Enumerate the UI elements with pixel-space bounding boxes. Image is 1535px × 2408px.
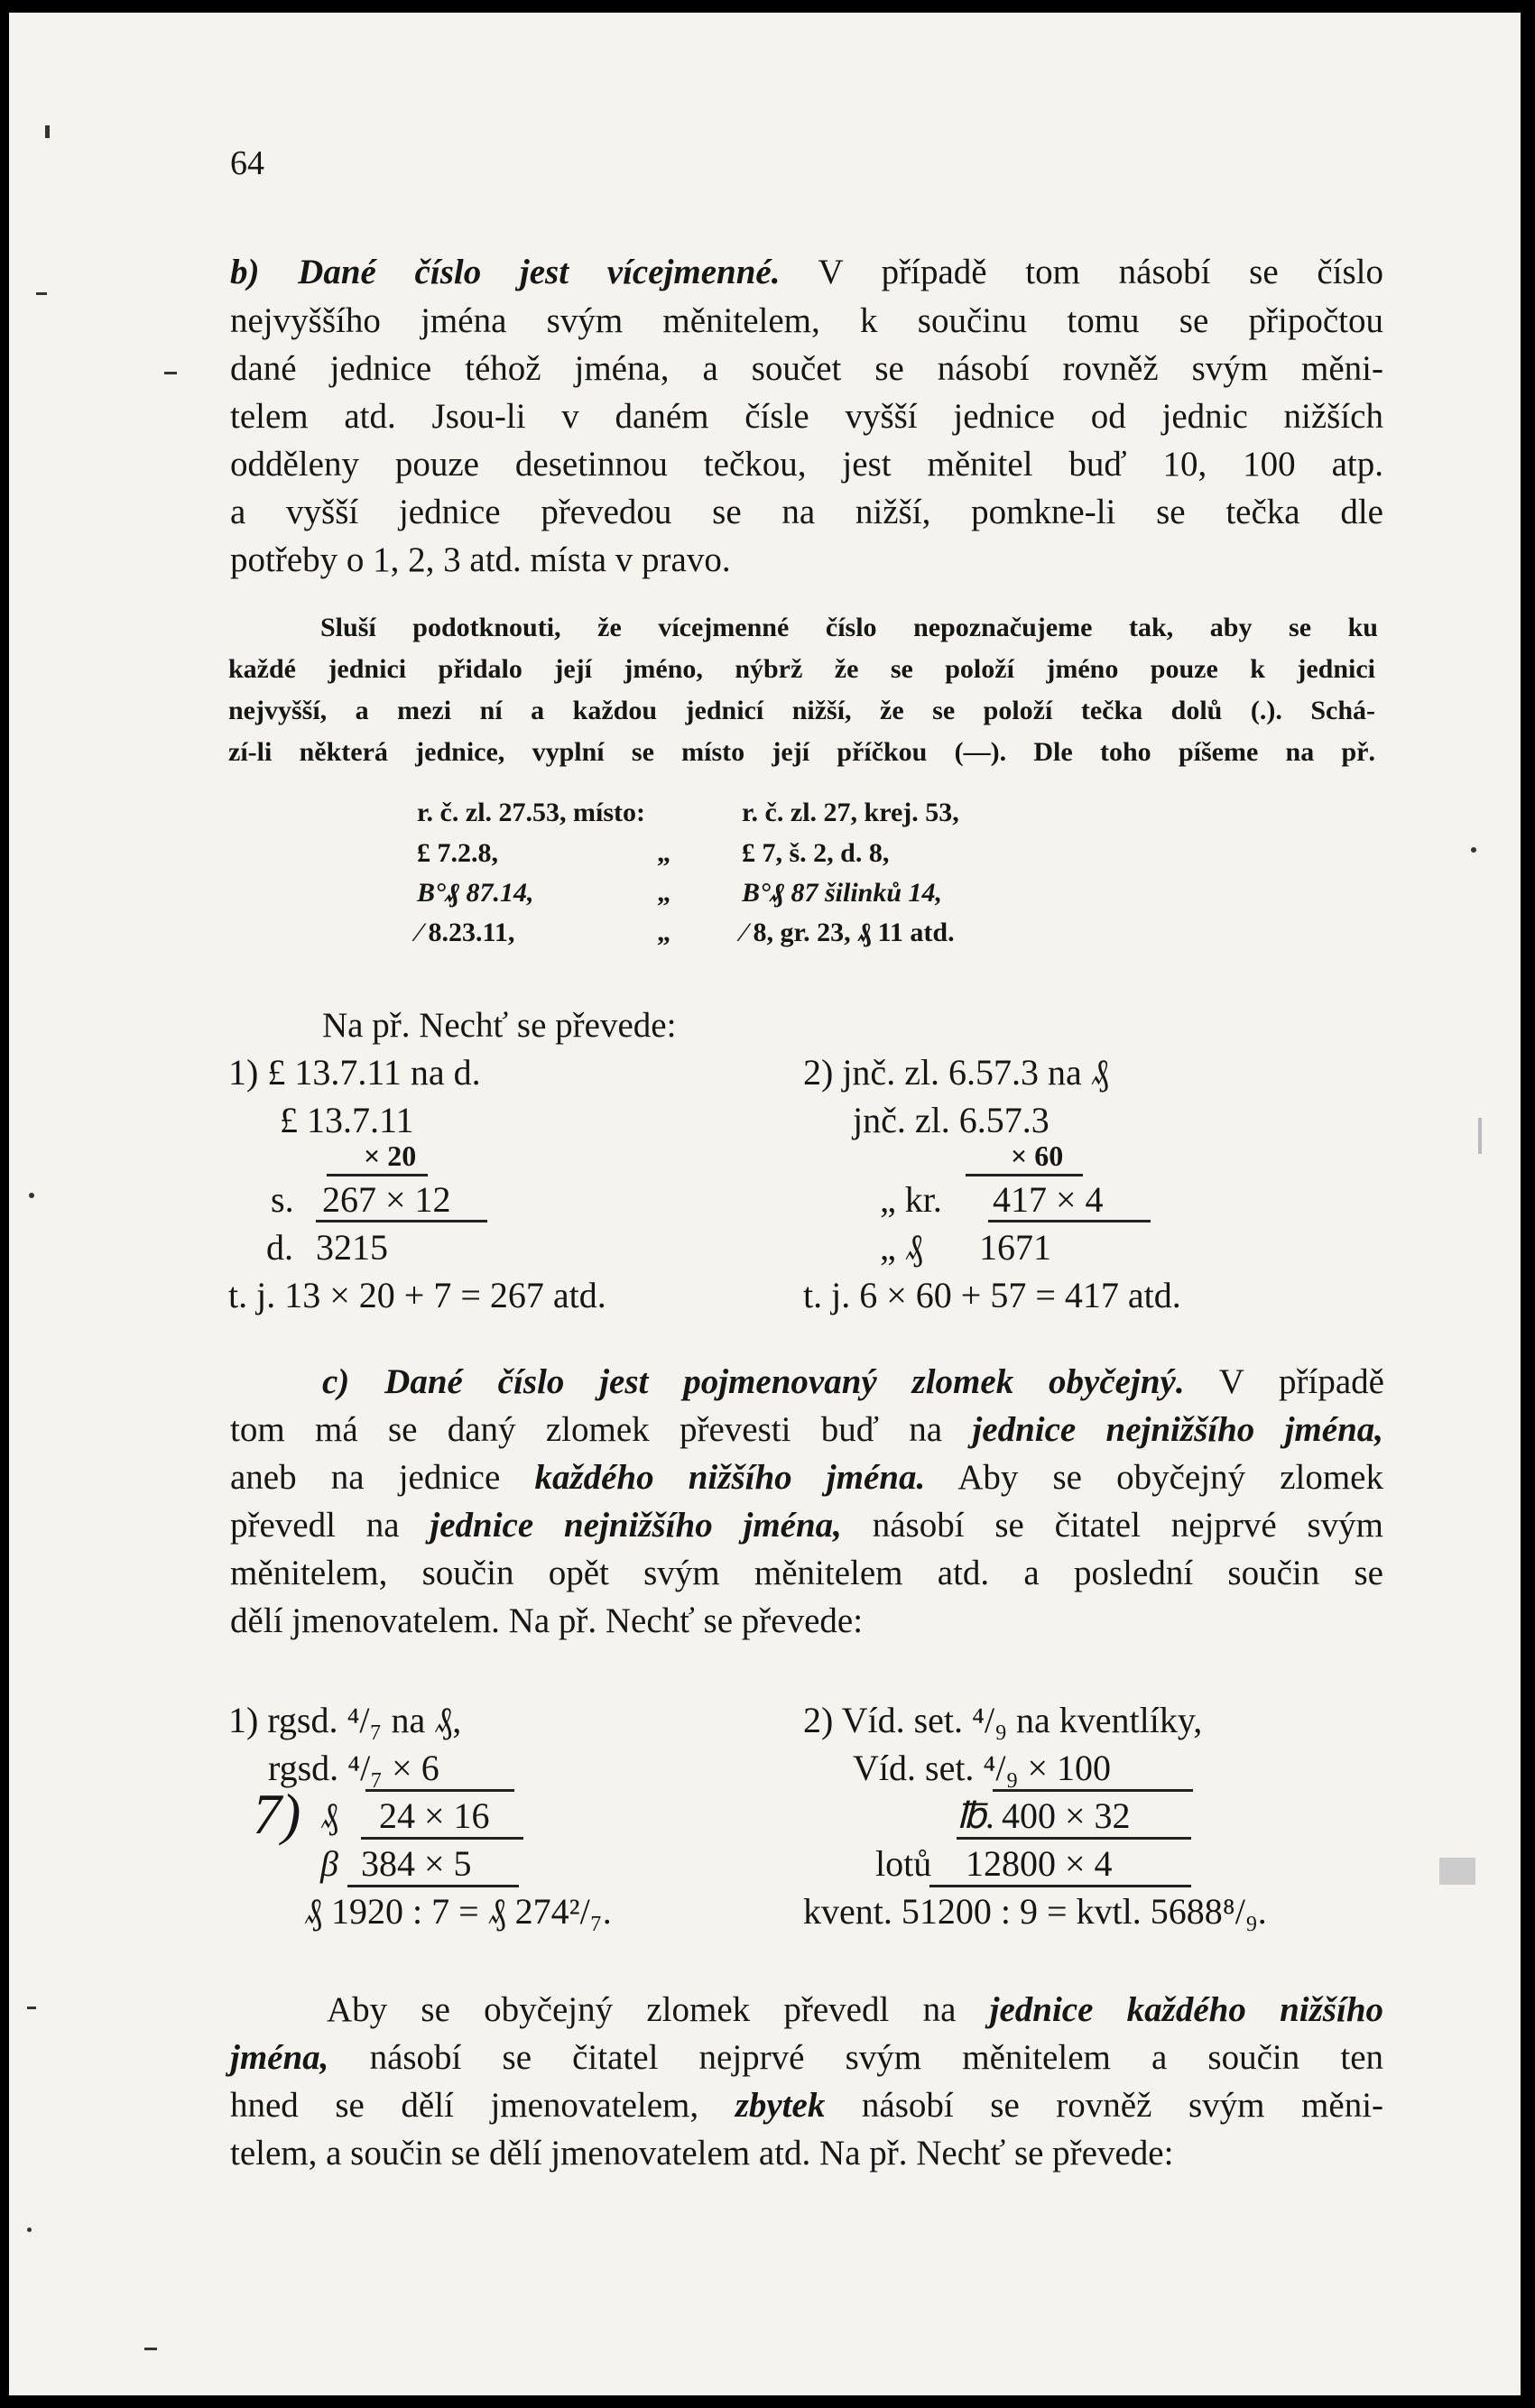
calc1-left-mult: × 20 xyxy=(364,1139,417,1172)
note-line-4: zí-li některá jednice, vyplní se místo její příčkou (—). Dle toho píšeme na př. xyxy=(228,737,1375,767)
sec-b-line-4: telem atd. Jsou-li v daném čísle vyšší jednice od jednic nižších xyxy=(230,397,1383,436)
note-line-1: Sluší podotknouti, že vícejmenné číslo nepoznačujeme tak, aby se ku xyxy=(320,613,1378,642)
calc2-left-rule-2 xyxy=(361,1837,523,1840)
example-intro-1: Na př. Nechť se převede: xyxy=(322,1006,677,1045)
example-left-4: ⁄ 8.23.11, xyxy=(417,918,515,947)
calc1-right-rule-1 xyxy=(966,1174,1083,1176)
calc2-right-sym2: ℔. xyxy=(957,1795,995,1836)
calc2-left-row2: 24 × 16 xyxy=(379,1795,490,1836)
calc1-left-d-label: d. xyxy=(266,1227,293,1268)
page-number: 64 xyxy=(230,144,264,182)
calc1-left-line1: £ 13.7.11 xyxy=(280,1100,414,1140)
sec-c-line-3: aneb na jednice každého nižšího jména. Aby se obyčejný zlomek xyxy=(230,1458,1383,1497)
calc2-right-rule-2 xyxy=(957,1837,1191,1840)
calc2-right-title: 2) Víd. set. ⁴/₉ na kventlíky, xyxy=(803,1700,1203,1740)
last-line-4: telem, a součin se dělí jmenovatelem atd. Na př. Nechť se převede: xyxy=(230,2134,1174,2173)
sec-c-line-2: tom má se daný zlomek převesti buď na jednice nejnižšího jména, xyxy=(230,1410,1384,1449)
note-line-3: nejvyšší, a mezi ní a každou jednicí nižší, že se položí tečka dolů (.). Schá- xyxy=(228,696,1375,725)
sec-b-line-5: odděleny pouze desetinnou tečkou, jest měnitel buď 10, 100 atp. xyxy=(230,445,1383,484)
calc2-left-row3: 384 × 5 xyxy=(361,1843,472,1884)
sec-b-line-1: b) Dané číslo jest vícejmenné. V případě tom násobí se číslo xyxy=(230,253,1384,291)
sec-b-label: b) Dané číslo jest vícejmenné. xyxy=(230,253,781,291)
page-sheet xyxy=(9,13,1521,2395)
sec-c-line-6: dělí jmenovatelem. Na př. Nechť se převede: xyxy=(230,1601,864,1640)
calc2-left-result: ₰ 1920 : 7 = ₰ 274²/₇. xyxy=(304,1891,612,1932)
calc1-left-d-value: 3215 xyxy=(316,1227,388,1268)
calc2-right-lot-label: lotů xyxy=(875,1843,932,1884)
calc2-right-rule-3 xyxy=(929,1885,1191,1887)
scan-speck xyxy=(1471,847,1476,853)
calc2-right-rule-1 xyxy=(993,1789,1193,1792)
margin-annotation: 7) xyxy=(253,1782,301,1846)
sec-b-line-2: nejvyššího jména svým měnitelem, k součinu tomu se připočtou xyxy=(230,301,1383,340)
calc1-left-title: 1) £ 13.7.11 na d. xyxy=(228,1052,481,1093)
example-right-2: £ 7, š. 2, d. 8, xyxy=(742,838,890,868)
example-left-1: r. č. zl. 27.53, místo: xyxy=(417,798,646,827)
calc1-right-sym-value: 1671 xyxy=(979,1227,1051,1268)
last-line-1: Aby se obyčejný zlomek převedl na jednice každého nižšího xyxy=(327,1990,1384,2029)
calc1-right-rule-2 xyxy=(988,1220,1151,1222)
example-left-3: B°₰ 87.14, xyxy=(417,878,534,908)
calc1-left-result: t. j. 13 × 20 + 7 = 267 atd. xyxy=(228,1275,606,1315)
last-line-3: hned se dělí jmenovatelem, zbytek násobí se rovněž svým měni- xyxy=(230,2086,1384,2125)
calc2-left-sym3: β xyxy=(320,1843,338,1884)
sec-c-label: c) Dané číslo jest pojmenovaný zlomek obyčejný. xyxy=(322,1362,1185,1401)
scan-speck xyxy=(144,2348,157,2350)
scan-speck xyxy=(1478,1118,1482,1154)
note-line-2: každé jednici přidalo její jméno, nýbrž že se položí jméno pouze k jednici xyxy=(228,654,1375,684)
calc1-right-kr-label: „ kr. xyxy=(880,1179,942,1220)
calc2-right-result: kvent. 51200 : 9 = kvtl. 5688⁸/₉. xyxy=(803,1891,1267,1932)
calc1-left-rule-2 xyxy=(316,1220,487,1222)
calc2-left-rule-3 xyxy=(347,1885,519,1887)
scan-speck xyxy=(29,1193,34,1198)
calc1-right-result: t. j. 6 × 60 + 57 = 417 atd. xyxy=(803,1275,1181,1315)
calc2-right-row2: 400 × 32 xyxy=(1002,1795,1131,1836)
calc1-right-kr-value: 417 × 4 xyxy=(993,1179,1104,1220)
ditto-mark-4: „ xyxy=(657,918,670,947)
calc1-left-rule-1 xyxy=(327,1174,428,1176)
ditto-mark-2: „ xyxy=(657,838,670,868)
scan-speck xyxy=(27,2228,32,2232)
calc2-left-sym2: ₰ xyxy=(320,1795,338,1836)
calc1-right-line1: jnč. zl. 6.57.3 xyxy=(853,1100,1050,1140)
calc1-right-mult: × 60 xyxy=(1011,1139,1064,1172)
sec-c-line-1: c) Dané číslo jest pojmenovaný zlomek obyčejný. V případě xyxy=(322,1362,1384,1401)
ditto-mark-3: „ xyxy=(657,878,670,908)
last-line-2: jména, násobí se čitatel nejprvé svým měnitelem a součin ten xyxy=(230,2038,1383,2077)
calc2-left-rule-1 xyxy=(365,1789,514,1792)
sec-c-line-5: měnitelem, součin opět svým měnitelem atd. a poslední součin se xyxy=(230,1554,1383,1592)
example-right-3: B°₰ 87 šilinků 14, xyxy=(742,878,943,908)
calc1-right-sym-label: „ ₰ xyxy=(880,1227,923,1268)
sec-b-line-6: a vyšší jednice převedou se na nižší, pomkne-li se tečka dle xyxy=(230,493,1383,531)
example-right-1: r. č. zl. 27, krej. 53, xyxy=(742,798,959,827)
scan-speck xyxy=(164,372,177,374)
calc2-left-title: 1) rgsd. ⁴/₇ na ₰, xyxy=(228,1700,462,1740)
calc1-right-title: 2) jnč. zl. 6.57.3 na ₰ xyxy=(803,1052,1109,1093)
sec-c-line-4: převedl na jednice nejnižšího jména, násobí se čitatel nejprvé svým xyxy=(230,1506,1384,1545)
example-left-2: £ 7.2.8, xyxy=(417,838,498,868)
scan-speck xyxy=(36,292,47,295)
calc1-left-s-value: 267 × 12 xyxy=(322,1179,451,1220)
calc2-left-line1: rgsd. ⁴/₇ × 6 xyxy=(268,1748,439,1788)
calc2-right-row3: 12800 × 4 xyxy=(966,1843,1113,1884)
scan-speck xyxy=(27,2007,36,2009)
sec-b-line-3: dané jednice téhož jména, a součet se násobí rovněž svým měni- xyxy=(230,349,1383,388)
scan-speck xyxy=(45,125,50,138)
sec-b-line-7: potřeby o 1, 2, 3 atd. místa v pravo. xyxy=(230,540,731,579)
calc2-right-line1: Víd. set. ⁴/₉ × 100 xyxy=(853,1748,1111,1788)
scan-speck xyxy=(1439,1858,1475,1885)
calc1-left-s-label: s. xyxy=(271,1179,294,1220)
example-right-4: ⁄ 8, gr. 23, ₰ 11 atd. xyxy=(742,918,955,947)
